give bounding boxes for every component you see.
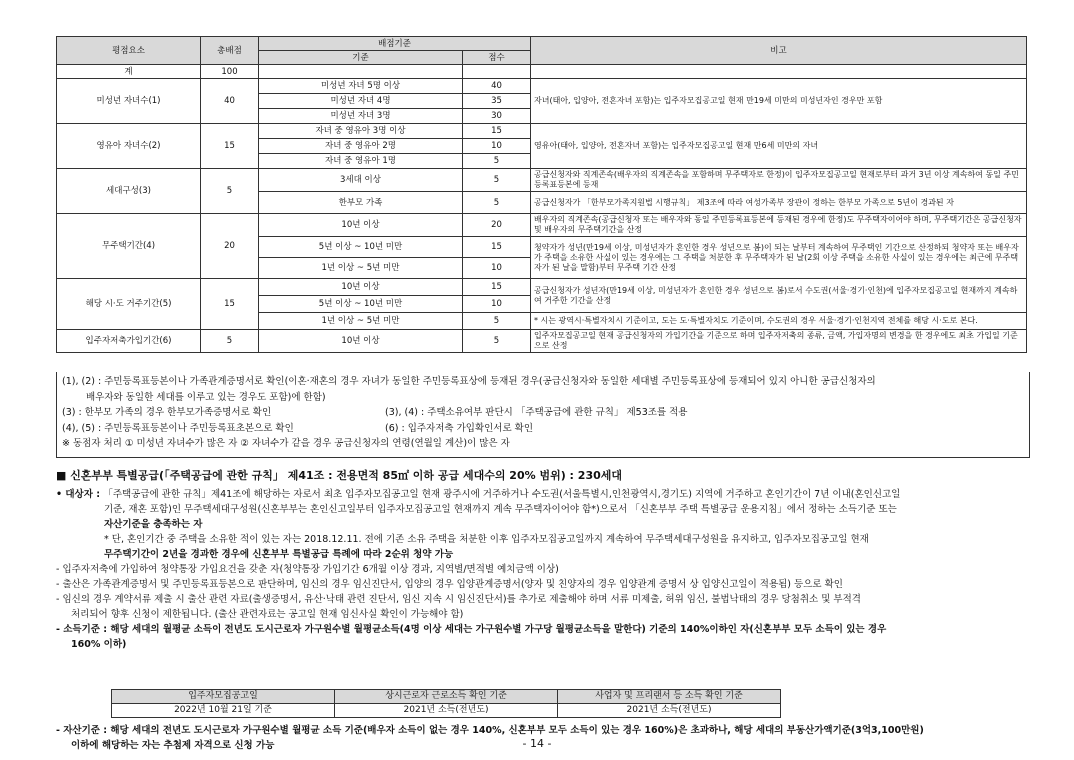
row-item: 영유아 자녀수(2) [57,124,201,169]
income-basis-table [111,689,781,718]
note-cell: 청약자가 성년(만19세 이상, 미성년자가 혼인한 경우 성년으로 봄)이 되는 날부터 계속하여 무주택인 기간으로 산정하되 청약자 또는 배우자가 주택을 소유한 사실이 있는 경우에는 그 주택을 처분한 후 무주택자가 된 날(2회 이상 주택을 소유한 사실이 있는 경우에는 최근에 무주택자가 된 날을 말함)부터 무주택 기간 산정 [531,237,1027,279]
table-footnotes [56,372,1030,458]
row-total: 15 [201,279,259,330]
body-line: 160% 이하) [71,639,127,650]
footnote-line: (1), (2) : 주민등록표등본이나 가족관계증명서로 확인(이혼·재혼의 경우 자녀가 동일한 주민등록표상에 등재된 경우(공급신청자와 동일한 세대별 주민등록표상에 등재되어 있지 아니한 공급신청자의 [62,376,876,387]
header-item: 평점요소 [57,37,201,65]
body-line: - 입주자저축에 가입하여 청약통장 가입요건을 갖춘 자(청약통장 가입기간 6개월 이상 경과, 지역별/면적별 예치금액 이상) [56,564,559,575]
header-total: 총배점 [201,37,259,65]
score-cell: 10 [463,296,531,313]
row-item: 무주택기간(4) [57,214,201,279]
body-line: 무주택기간이 2년을 경과한 경우에 신혼부부 특별공급 특례에 따라 2순위 청약 가능 [104,549,454,560]
header-criteria: 기준 [259,51,463,65]
income-header: 입주자모집공고일 [112,690,335,704]
note-cell: 입주자모집공고일 현재 공급신청자의 가입기간을 기준으로 하며 입주자저축의 종류, 금액, 가입자명의 변경을 한 경우에도 최초 가입일 기준으로 산정 [531,330,1027,353]
note-cell: 공급신청자가 「한부모가족지원법 시행규칙」 제3조에 따라 여성가족부 장관이 정하는 한부모 가족으로 5년이 경과된 자 [531,192,1027,214]
criteria-cell: 3세대 이상 [259,169,463,192]
score-cell: 15 [463,279,531,296]
criteria-cell: 5년 이상 ~ 10년 미만 [259,237,463,258]
body-line: 「주택공급에 관한 규칙」제41조에 해당하는 자로서 최초 입주자모집공고일 현재 광주시에 거주하거나 수도권(서울특별시,인천광역시,경기도) 지역에 거주하고 혼인기간이 7년 이내(혼인신고일 [103,489,901,500]
note-cell: * 시는 광역시·특별자치시 기준이고, 도는 도·특별자치도 기준이며, 수도권의 경우 서울·경기·인천지역 전체를 해당 시·도로 본다. [531,313,1027,330]
score-cell: 15 [463,124,531,139]
row-total: 20 [201,214,259,279]
criteria-cell: 1년 이상 ~ 5년 미만 [259,313,463,330]
row-item: 미성년 자녀수(1) [57,79,201,124]
note-cell: 공급신청자와 직계존속(배우자의 직계존속을 포함하며 무주택자로 한정)이 입주자모집공고일 현재로부터 과거 3년 이상 계속하여 동일 주민등록표등본에 등재 [531,169,1027,192]
page-number: - 14 - [522,737,552,750]
score-cell: 20 [463,214,531,237]
row-item: 해당 시·도 거주기간(5) [57,279,201,330]
income-header: 사업자 및 프리랜서 등 소득 확인 기준 [558,690,781,704]
income-cell: 2022년 10월 21일 기준 [112,704,335,718]
criteria-cell: 미성년 자녀 4명 [259,94,463,109]
criteria-cell: 10년 이상 [259,279,463,296]
criteria-cell: 10년 이상 [259,214,463,237]
row-total: 5 [201,330,259,353]
score-cell: 5 [463,192,531,214]
score-cell: 10 [463,139,531,154]
footnote-line: (4), (5) : 주민등록표등본이나 주민등록표초본으로 확인 [62,422,294,434]
note-cell: 배우자의 직계존속(공급신청자 또는 배우자와 동일 주민등록표등본에 등재된 경우에 한정)도 무주택자이어야 하며, 무주택기간은 공급신청자 및 배우자의 무주택기간을 산정 [531,214,1027,237]
row-item: 세대구성(3) [57,169,201,214]
criteria-cell: 자녀 중 영유아 2명 [259,139,463,154]
body-line: 처리되어 향후 신청이 제한됩니다. (출산 관련자료는 공고일 현재 임신사실 확인이 가능해야 함) [71,609,464,620]
header-group: 배점기준 [259,37,531,51]
body-line: - 임신의 경우 계약서류 제출 시 출산 관련 자료(출생증명서, 유산·낙태 관련 진단서, 임신 지속 시 임신진단서)를 추가로 제출해야 하며 서류 미제출, 허위 임신, 불법낙태의 경우 당첨취소 및 부적격 [56,594,861,605]
criteria-cell: 미성년 자녀 3명 [259,109,463,124]
body-line: - 소득기준 : 해당 세대의 월평균 소득이 전년도 도시근로자 가구원수별 월평균소득(4명 이상 세대는 가구원수별 가구당 월평균소득을 말한다) 기준의 140%이하인 자(신혼부부 모두 소득이 있는 경우 [56,624,887,635]
income-cell: 2021년 소득(전년도) [335,704,558,718]
score-cell: 5 [463,154,531,169]
sum-total: 100 [201,65,259,79]
score-cell: 5 [463,313,531,330]
note-cell: 영유아(태아, 입양아, 전혼자녀 포함)는 입주자모집공고일 현재 만6세 미만의 자녀 [531,124,1027,169]
score-cell: 30 [463,109,531,124]
income-cell: 2021년 소득(전년도) [558,704,781,718]
score-cell: 10 [463,258,531,279]
row-total: 5 [201,169,259,214]
section-heading: ■ 신혼부부 특별공급(「주택공급에 관한 규칙」 제41조 : 전용면적 85㎡ 이하 공급 세대수의 20% 범위) : 230세대 [56,469,623,482]
criteria-cell: 자녀 중 영유아 3명 이상 [259,124,463,139]
target-label: • 대상자 : [56,489,104,500]
body-line: 이하에 해당하는 자는 추첨제 자격으로 신청 가능 [71,740,275,751]
row-total: 15 [201,124,259,169]
body-line: 기준, 재혼 포함)인 무주택세대구성원(신혼부부는 혼인신고일부터 입주자모집공고일 현재까지 계속 무주택자이어야 함*)으로서 「신혼부부 주택 특별공급 운용지침」에서 정하는 소득기준 또는 [104,504,897,515]
note-cell: 자녀(태아, 입양아, 전혼자녀 포함)는 입주자모집공고일 현재 만19세 미만의 미성년자인 경우만 포함 [531,79,1027,124]
body-line: - 자산기준 : 해당 세대의 전년도 도시근로자 가구원수별 월평균 소득 기준(배우자 소득이 없는 경우 140%, 신혼부부 모두 소득이 있는 경우 160%)은 초과하나, 해당 세대의 부동산가액기준(3억3,100만원) [56,725,924,736]
newlywed-section [56,467,1036,652]
footnote-line: (3), (4) : 주택소유여부 판단시 「주택공급에 관한 규칙」 제53조를 적용 [385,407,688,418]
header-score: 점수 [463,51,531,65]
body-line: * 단, 혼인기간 중 주택을 소유한 적이 있는 자는 2018.12.11. 전에 기존 소유 주택을 처분한 이후 입주자모집공고일까지 계속하여 무주택세대구성원을 유지하고, 입주자모집공고일 현재 [104,534,869,545]
score-cell: 5 [463,330,531,353]
criteria-cell: 자녀 중 영유아 1명 [259,154,463,169]
score-cell: 35 [463,94,531,109]
footnote-line: 배우자와 동일한 세대를 이루고 있는 경우도 포함)에 한함) [86,391,326,403]
note-cell: 공급신청자가 성년자(만19세 이상, 미성년자가 혼인한 경우 성년으로 봄)로서 수도권(서울·경기·인천)에 입주자모집공고일 현재까지 계속하여 거주한 기간을 산정 [531,279,1027,313]
footnote-line: (6) : 입주자저축 가입확인서로 확인 [385,422,534,434]
score-cell: 15 [463,237,531,258]
criteria-cell: 미성년 자녀 5명 이상 [259,79,463,94]
criteria-cell: 1년 이상 ~ 5년 미만 [259,258,463,279]
body-line: 자산기준을 충족하는 자 [104,519,203,530]
row-item: 입주자저축가입기간(6) [57,330,201,353]
footnote-line: (3) : 한부모 가족의 경우 한부모가족증명서로 확인 [62,407,272,418]
score-cell: 40 [463,79,531,94]
body-line: - 출산은 가족관계증명서 및 주민등록표등본으로 판단하며, 임신의 경우 임신진단서, 입양의 경우 입양관계증명서(양자 및 친양자의 경우 입양관계 증명서 상 입양신고일이 적용됨) 등으로 확인 [56,579,843,590]
header-note: 비고 [531,37,1027,65]
footnote-line: ※ 동점자 처리 ① 미성년 자녀수가 많은 자 ② 자녀수가 같을 경우 공급신청자의 연령(연월일 계산)이 많은 자 [62,438,510,449]
score-cell: 5 [463,169,531,192]
criteria-cell: 5년 이상 ~ 10년 미만 [259,296,463,313]
criteria-cell: 10년 이상 [259,330,463,353]
score-criteria-table [56,36,1027,353]
sum-label: 계 [57,65,201,79]
income-header: 상시근로자 근로소득 확인 기준 [335,690,558,704]
row-total: 40 [201,79,259,124]
criteria-cell: 한부모 가족 [259,192,463,214]
